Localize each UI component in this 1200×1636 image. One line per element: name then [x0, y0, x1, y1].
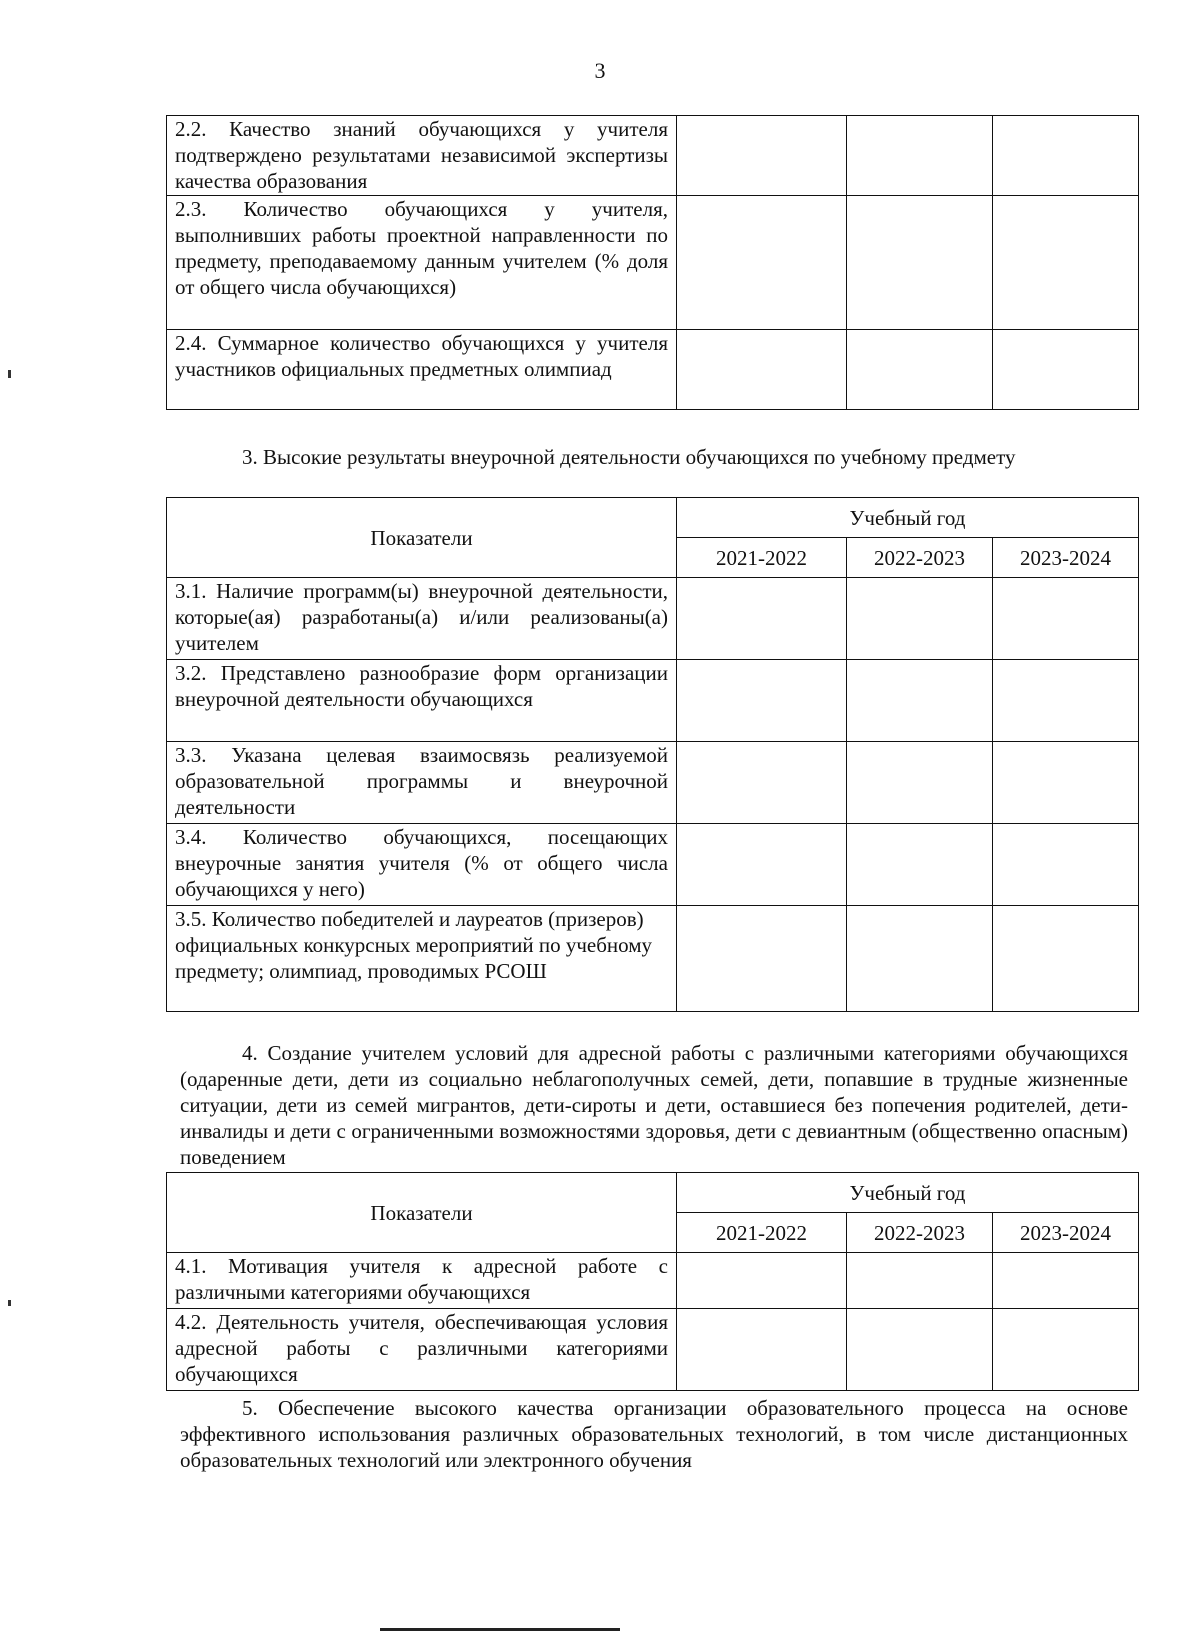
value-cell[interactable] — [677, 330, 847, 410]
table-row — [167, 824, 1139, 906]
table-row — [167, 660, 1139, 742]
year-header: 2021-2022 — [677, 538, 847, 578]
value-cell[interactable] — [993, 906, 1139, 1012]
value-cell[interactable] — [677, 906, 847, 1012]
value-cell[interactable] — [677, 660, 847, 742]
value-cell[interactable] — [993, 196, 1139, 330]
value-cell[interactable] — [847, 742, 993, 824]
value-cell[interactable] — [993, 1253, 1139, 1309]
indicator-cell: 2.2. Качество знаний обучающихся у учителя подтверждено результатами независимой экспертизы качества образования — [167, 116, 677, 196]
indicator-cell: 4.1. Мотивация учителя к адресной работе с различными категориями обучающихся — [167, 1253, 677, 1309]
value-cell[interactable] — [677, 824, 847, 906]
value-cell[interactable] — [847, 116, 993, 196]
scan-edge-mark — [8, 370, 11, 378]
indicator-cell: 3.3. Указана целевая взаимосвязь реализуемой образовательной программы и внеурочной деятельности — [167, 742, 677, 824]
table-row — [167, 1253, 1139, 1309]
year-header: 2023-2024 — [993, 538, 1139, 578]
value-cell[interactable] — [677, 578, 847, 660]
value-cell[interactable] — [677, 1309, 847, 1391]
indicator-cell: 4.2. Деятельность учителя, обеспечивающая условия адресной работы с различными категориями обучающихся — [167, 1309, 677, 1391]
table-row — [167, 196, 1139, 330]
table-row — [167, 742, 1139, 824]
section-5-heading: 5. Обеспечение высокого качества организации образовательного процесса на основе эффективного использования различных образовательных технологий, в том числе дистанционных образовательных технологий или электронного обучения — [180, 1396, 1128, 1472]
value-cell[interactable] — [847, 660, 993, 742]
indicator-cell: 3.2. Представлено разнообразие форм организации внеурочной деятельности обучающихся — [167, 660, 677, 742]
value-cell[interactable] — [993, 330, 1139, 410]
section-3-heading: 3. Высокие результаты внеурочной деятельности обучающихся по учебному предмету — [242, 445, 1016, 469]
value-cell[interactable] — [993, 1309, 1139, 1391]
indicators-header: Показатели — [167, 498, 677, 578]
table-header-row — [167, 498, 1139, 538]
table-section-3 — [166, 497, 1139, 1012]
value-cell[interactable] — [993, 578, 1139, 660]
table-row — [167, 578, 1139, 660]
table-section-4 — [166, 1172, 1139, 1391]
school-year-header: Учебный год — [677, 1173, 1139, 1213]
year-header: 2022-2023 — [847, 538, 993, 578]
indicator-cell: 3.4. Количество обучающихся, посещающих внеурочные занятия учителя (% от общего числа обучающихся у него) — [167, 824, 677, 906]
bottom-scan-line — [380, 1628, 620, 1631]
table-header-row — [167, 1173, 1139, 1213]
value-cell[interactable] — [677, 742, 847, 824]
table-section-2 — [166, 115, 1139, 410]
value-cell[interactable] — [847, 906, 993, 1012]
value-cell[interactable] — [677, 1253, 847, 1309]
value-cell[interactable] — [993, 116, 1139, 196]
value-cell[interactable] — [677, 196, 847, 330]
value-cell[interactable] — [993, 660, 1139, 742]
table-row — [167, 1309, 1139, 1391]
value-cell[interactable] — [847, 1309, 993, 1391]
value-cell[interactable] — [677, 116, 847, 196]
section-4-heading: 4. Создание учителем условий для адресной работы с различными категориями обучающихся (одаренные дети, дети из социально неблагополучных семей, дети, попавшие в трудные жизненные ситуации, дети из семей мигрантов, дети-сироты и дети, оставшиеся без попечения родителей, дети-инвалиды и дети с ограниченными возможностями здоровья, дети с девиантным (общественно опасным) поведением — [180, 1041, 1128, 1169]
indicator-cell: 2.4. Суммарное количество обучающихся у учителя участников официальных предметных олимпиад — [167, 330, 677, 410]
table-row — [167, 116, 1139, 196]
value-cell[interactable] — [993, 742, 1139, 824]
table-row — [167, 906, 1139, 1012]
year-header: 2023-2024 — [993, 1213, 1139, 1253]
indicators-header: Показатели — [167, 1173, 677, 1253]
table-row — [167, 330, 1139, 410]
indicator-cell: 3.1. Наличие программ(ы) внеурочной деятельности, которые(ая) разработаны(а) и/или реализованы(а) учителем — [167, 578, 677, 660]
value-cell[interactable] — [847, 578, 993, 660]
scan-edge-mark — [8, 1300, 11, 1306]
year-header: 2021-2022 — [677, 1213, 847, 1253]
value-cell[interactable] — [847, 1253, 993, 1309]
page-number: 3 — [594, 58, 606, 83]
value-cell[interactable] — [993, 824, 1139, 906]
indicator-cell: 3.5. Количество победителей и лауреатов (призеров) официальных конкурсных мероприятий по учебному предмету; олимпиад, проводимых РСОШ — [167, 906, 677, 1012]
year-header: 2022-2023 — [847, 1213, 993, 1253]
school-year-header: Учебный год — [677, 498, 1139, 538]
value-cell[interactable] — [847, 824, 993, 906]
indicator-cell: 2.3. Количество обучающихся у учителя, выполнивших работы проектной направленности по предмету, преподаваемому данным учителем (% доля от общего числа обучающихся) — [167, 196, 677, 330]
value-cell[interactable] — [847, 330, 993, 410]
value-cell[interactable] — [847, 196, 993, 330]
